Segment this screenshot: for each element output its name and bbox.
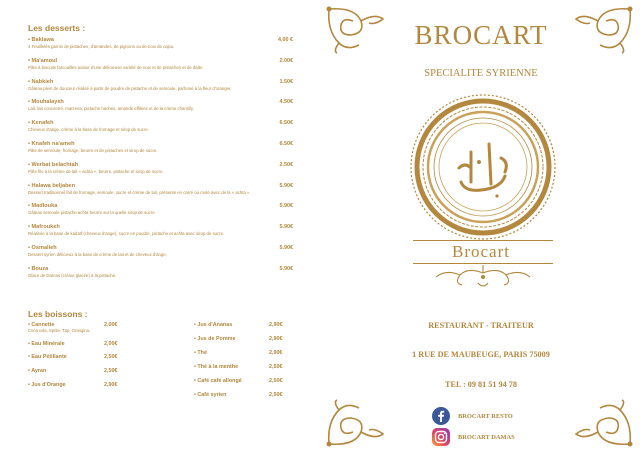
drink-price: 2,90€ [269, 336, 283, 342]
drink-price: 2,90€ [104, 382, 118, 388]
dessert-description: Réalisée à la base de kadaïf (cheveux d'ange), sucre en poudre, pistache et achta avec sirop de sucre. [28, 231, 225, 237]
dessert-name: • Madlouka [28, 203, 293, 209]
dessert-item [28, 224, 293, 236]
drink-name: • Jus d'Orange [28, 382, 148, 388]
brand-address: 1 RUE DE MAUBEUGE, PARIS 75009 [412, 350, 550, 359]
brand-subtitle: SPECIALITE SYRIENNE [424, 68, 538, 79]
dessert-description: Pâte à biscuits farcouilles autour d'une délicieuse variété de noix et de pistaches et de datte . [28, 64, 205, 70]
social-instagram[interactable] [432, 428, 515, 446]
drink-name: • Ayran [28, 368, 148, 374]
dessert-name: • Werbat belachtah [28, 162, 293, 168]
drink-name: • Jus de Pomme [194, 336, 294, 342]
social-facebook[interactable] [432, 407, 513, 425]
drink-item [194, 378, 294, 384]
drink-price: 2,50€ [269, 392, 283, 398]
drink-price: 2,90€ [269, 350, 283, 356]
dessert-name: • Mouhalayeh [28, 99, 293, 105]
dessert-item [28, 120, 293, 132]
social-label: BROCART RESTO [458, 412, 513, 420]
dessert-item [28, 141, 293, 153]
dessert-price: 6.50€ [279, 120, 293, 127]
dessert-name: • Kenafeh [28, 120, 293, 126]
drink-price: 2,00€ [104, 341, 118, 347]
drink-price: 2,50€ [104, 354, 118, 360]
drink-price: 2,00€ [104, 322, 118, 328]
dessert-name: • Halawa beljaben [28, 183, 293, 189]
drink-name: • Café syrien [194, 392, 294, 398]
drink-item [28, 322, 148, 333]
dessert-item [28, 79, 293, 91]
drink-name: • Jus d'Ananas [194, 322, 294, 328]
drink-item [194, 392, 294, 398]
instagram-icon [432, 428, 450, 446]
drink-name: • Thé à la menthe [194, 364, 294, 370]
logo-flourish [428, 263, 538, 289]
drink-item [28, 341, 148, 347]
brand-phone: TEL : 09 81 51 94 78 [445, 380, 517, 389]
social-label: BROCART DAMAS [458, 433, 515, 441]
drink-item [28, 382, 148, 388]
corner-ornament-bottom-left [325, 398, 387, 448]
dessert-description: Cheveux d'ange, crème à la base de fromage et sirop de sucre. [28, 127, 149, 133]
drink-name: • Thé [194, 350, 294, 356]
dessert-item [28, 203, 293, 215]
dessert-price: 5.90€ [279, 203, 293, 210]
dessert-price: 4.50€ [279, 99, 293, 106]
dessert-price: 4,00 € [278, 37, 293, 43]
mandala-logo [405, 92, 561, 242]
drink-price: 2,50€ [104, 368, 118, 374]
dessert-name: • Nabkieh [28, 79, 293, 85]
drink-name: • Eau Minérale [28, 341, 148, 347]
dessert-item [28, 37, 293, 49]
drink-name: • Café café allongé [194, 378, 294, 384]
dessert-description: Pâte filo à la crème de lait « achta », beurre, pistache et sirop de sucre. [28, 168, 164, 174]
drink-item [28, 368, 148, 374]
brand-name: BROCART [414, 20, 548, 50]
logo-script: Brocart [452, 242, 510, 261]
drink-item [194, 336, 294, 342]
dessert-name: • Bouza [28, 266, 293, 272]
dessert-description: Dessert traditionnel fait de fromage, semoule, sucre et crème de lait, présenté en carré ou roulé avec de la « achta ». [28, 189, 251, 195]
dessert-name: • Osmalieh [28, 245, 293, 251]
drink-price: 2,50€ [269, 364, 283, 370]
drink-item [194, 364, 294, 370]
dessert-price: 5.90€ [279, 224, 293, 231]
dessert-item [28, 58, 293, 70]
drink-price: 2,90€ [269, 322, 283, 328]
dessert-price: 2.50€ [279, 161, 293, 168]
drink-item [194, 350, 294, 356]
dessert-description: Gâteau plein de douceur réalisé à partir de poudre de pistache et de semoule, parfumé à la fleur d'oranger. [28, 85, 232, 91]
dessert-name: • Baklawa [28, 37, 293, 43]
drink-name: • Cannette [28, 322, 148, 328]
dessert-description: Lait, lait concentré, maïzena, pistache hachés, amande effilées et de la crème chantilly. [28, 106, 194, 112]
dessert-item [28, 266, 293, 278]
drink-price: 2,50€ [269, 378, 283, 384]
dessert-price: 6.50€ [279, 141, 293, 147]
drink-item [194, 322, 294, 328]
drink-item [28, 354, 148, 360]
dessert-description: Pâte de semoule, fromage, beurre et de pistaches et sirop de sucre. [28, 148, 158, 153]
dessert-description: 4 Feuilletés garnis de pistaches, d'amandes, de pignons ou de noix de cajou. [28, 44, 175, 49]
dessert-item [28, 99, 293, 111]
drink-name: • Eau Pétillante [28, 354, 148, 360]
dessert-name: • Mafroukeh [28, 224, 293, 230]
dessert-description: Dessert syrien délicieux à la base de crème de lait et de cheveux d'ange. [28, 252, 167, 257]
drink-description: Coca cola, Sprite, Tüp, Orangina, [28, 328, 91, 333]
logo-divider-top [413, 240, 553, 241]
dessert-name: • Knafeh na'ameh [28, 141, 293, 147]
dessert-item [28, 162, 293, 174]
dessert-name: • Ma'amoul [28, 58, 293, 64]
boissons-title: Les boissons : [28, 309, 88, 319]
dessert-description: Glace de Damas (crème glacée) à la pistache. [28, 272, 117, 278]
dessert-item [28, 245, 293, 257]
desserts-title: Les desserts : [28, 23, 86, 33]
dessert-price: 1.50€ [279, 78, 293, 85]
facebook-icon [432, 407, 450, 425]
dessert-price: 2.00€ [279, 57, 293, 64]
dessert-price: 5.90€ [279, 182, 293, 189]
corner-ornament-bottom-right [572, 398, 634, 448]
dessert-description: Gâteau semoule pistache achta beurre sur la quelle sirop de sucre [28, 210, 155, 216]
dessert-item [28, 183, 293, 195]
brand-tagline: RESTAURANT - TRAITEUR [428, 321, 534, 330]
dessert-price: 5.90€ [279, 265, 293, 272]
dessert-price: 5.90€ [279, 245, 293, 251]
